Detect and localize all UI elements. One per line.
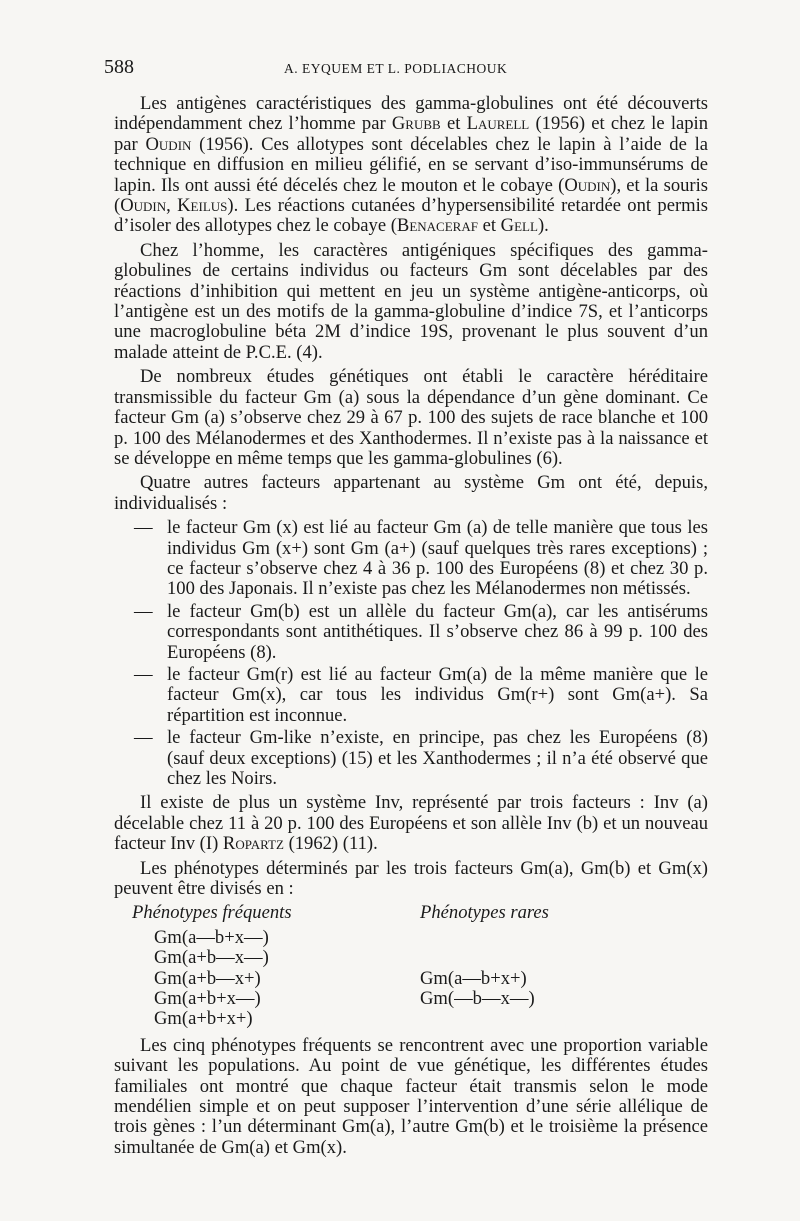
author-name: Oudin: [120, 195, 167, 217]
frequent-phenotypes-heading: Phénotypes fréquents: [132, 902, 292, 924]
text-run: Les antigènes caractéristiques des gamma-globulines ont été découverts indépendamment chez l’homme par: [114, 93, 708, 135]
page-number: 588: [104, 56, 134, 78]
rare-phenotypes-list: [420, 928, 708, 1010]
running-head: A. EYQUEM ET L. PODLIACHOUK: [284, 61, 508, 76]
text-run: ). Les réactions cutanées d’hypersensibilité retardée ont permis d’isoler des allotypes chez le cobaye (: [114, 195, 709, 237]
phenotype-entry: Gm(a+b+x—): [154, 988, 261, 1010]
list-item-text: le facteur Gm (x) est lié au facteur Gm (a) de telle manière que tous les individus Gm (x+) sont Gm (a+) (sauf quelques très rares exceptions) ; ce facteur s’observe chez 4 à 36 p. 100 des Européens (8) et chez 30 p. 100 des Japonais. Il n’existe pas chez les Mélanodermes non métissés.: [167, 517, 708, 600]
paragraph-3: De nombreux études génétiques ont établi le caractère héréditaire transmissible du facteur Gm (a) sous la dépendance d’un gène dominant. Ce facteur Gm (a) s’observe chez 29 à 67 p. 100 des sujets de race blanche et 100 p. 100 des Mélanodermes et des Xanthodermes. Il n’existe pas à la naissance et se développe en même temps que les gamma-globulines (6).: [114, 366, 708, 469]
list-item: [114, 602, 708, 663]
author-name: Gell: [500, 215, 538, 237]
text-run: ).: [537, 215, 549, 237]
rare-phenotypes-heading: Phénotypes rares: [420, 902, 549, 924]
text-run: ), et la souris (: [114, 174, 709, 217]
phenotype-entry: Gm(a—b+x+): [420, 967, 527, 989]
author-name: Grubb: [391, 113, 441, 135]
factor-list: [114, 518, 708, 789]
list-dash: —: [134, 600, 153, 622]
paragraph-1: [114, 94, 708, 237]
text-run: (1962) (11).: [283, 833, 378, 855]
text-run: (1956) et chez le lapin par: [114, 113, 708, 155]
author-name: Oudin: [145, 133, 192, 155]
text-run: et: [477, 215, 501, 237]
text-run: et: [440, 113, 467, 135]
body-text: [114, 94, 708, 1162]
spacer: [420, 928, 708, 948]
paragraph-4: Quatre autres facteurs appartenant au système Gm ont été, depuis, individualisés :: [114, 472, 708, 514]
author-name: Laurell: [466, 113, 530, 135]
list-item-text: le facteur Gm(r) est lié au facteur Gm(a) de la même manière que le facteur Gm(x), car tous les individus Gm(r+) sont Gm(a+). Sa répartition est inconnue.: [167, 663, 708, 726]
phenotype-entry: Gm(a+b+x+): [154, 1008, 253, 1030]
list-dash: —: [134, 517, 153, 539]
paragraph-2: Chez l’homme, les caractères antigéniques spécifiques des gamma-globulines de certains individus ou facteurs Gm sont décelables par des réactions d’inhibition qui mettent en jeu un système antigène-anticorps, où l’antigène est un des motifs de la gamma-globuline d’indice 7S, et l’anticorps une macroglobuline béta 2M d’indice 19S, provenant le plus souvent d’un malade atteint de P.C.E. (4).: [114, 239, 708, 363]
author-name: Keilus: [177, 195, 228, 217]
author-name: Ropartz: [222, 833, 284, 855]
spacer: [420, 948, 708, 968]
list-item: [114, 728, 708, 789]
author-name: Oudin: [564, 174, 611, 196]
frequent-phenotypes-column: [132, 903, 420, 1029]
paragraph-7: Les cinq phénotypes fréquents se rencontrent avec une proportion variable suivant les populations. Au point de vue génétique, les différentes études familiales ont montré que chaque facteur était transmis selon le mode mendélien simple et on peut supposer l’intervention d’une série allélique de trois gènes : l’un déterminant Gm(a), l’autre Gm(b) et le troisième la présence simultanée de Gm(a) et Gm(x).: [114, 1034, 708, 1158]
rare-phenotypes-column: [420, 903, 708, 1029]
list-item-text: le facteur Gm-like n’existe, en principe, pas chez les Européens (8) (sauf deux exceptions) (15) et les Xanthodermes ; il n’a été observé que chez les Noirs.: [167, 727, 708, 789]
paragraph-5: [114, 793, 708, 854]
phenotype-table: [132, 903, 708, 1029]
phenotype-entry: Gm(a+b—x+): [154, 967, 261, 989]
text-run: (1956). Ces allotypes sont décelables chez le lapin à l’aide de la technique en diffusion en milieu gélifié, en se servant d’iso-immunsérums de lapin. Ils ont aussi été décelés chez le mouton et le cobaye (: [114, 133, 709, 196]
list-item: [114, 665, 708, 726]
author-name: Benaceraf: [396, 215, 478, 237]
text-run: Il existe de plus un système Inv, représenté par trois facteurs : Inv (a) décelable chez 11 à 20 p. 100 des Européens et son allèle Inv (b) et un nouveau facteur Inv (I): [114, 792, 708, 855]
list-dash: —: [134, 663, 153, 685]
page-header: [104, 56, 704, 86]
list-item-text: le facteur Gm(b) est un allèle du facteur Gm(a), car les antisérums correspondants sont antithétiques. Il s’observe chez 86 à 99 p. 100 des Européens (8).: [167, 600, 708, 663]
phenotype-entry: Gm(a—b+x—): [154, 926, 269, 948]
phenotype-entry: Gm(a+b—x—): [154, 947, 269, 969]
frequent-phenotypes-list: [132, 928, 420, 1030]
list-dash: —: [134, 727, 153, 749]
list-item: [114, 518, 708, 600]
paragraph-6: Les phénotypes déterminés par les trois facteurs Gm(a), Gm(b) et Gm(x) peuvent être divisés en :: [114, 857, 708, 900]
text-run: ,: [166, 195, 178, 217]
phenotype-entry: Gm(—b—x—): [420, 988, 535, 1010]
